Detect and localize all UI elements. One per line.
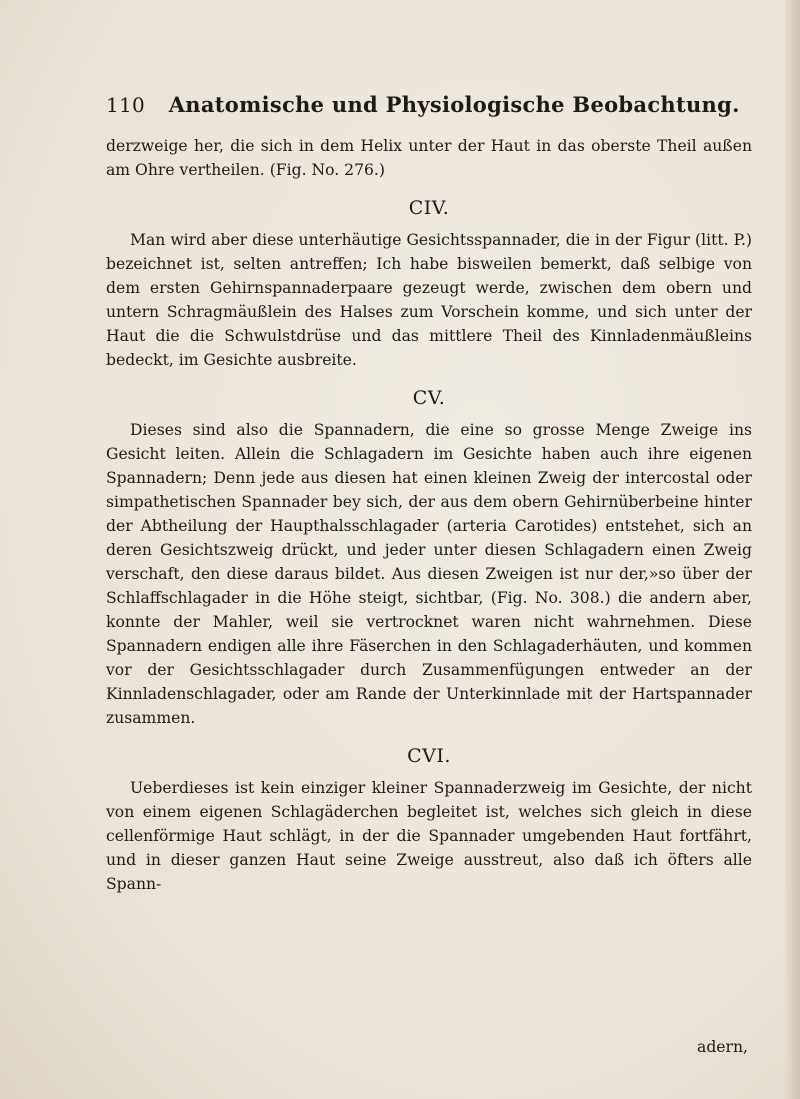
section-paragraph: Ueberdieses ist kein einziger kleiner Spannaderzweig im Gesichte, der nicht von einem eigenen Schlagäderchen begleitet ist, welches sich gleich in diese cellenförmige Haut schlägt, in der die Spannader umgebenden Haut fortfährt, und in dieser ganzen Haut seine Zweige ausstreut, also daß ich öfters alle Spann-	[106, 779, 752, 893]
running-title: Anatomische und Physiologische Beobachtung.	[168, 92, 740, 117]
section-paragraph: Man wird aber diese unterhäutige Gesichtsspannader, die in der Figur (litt. P.) bezeichnet ist, selten antreffen; Ich habe bisweilen bemerkt, daß selbige von dem ersten Gehirnspannaderpaare gezeugt werde, zwischen dem obern und untern Schragmäußlein des Halses zum Vorschein komme, und sich unter der Haut die die Schwulstdrüse und das mittlere Theil des Kinnladenmäußleins bedeckt, im Gesichte ausbreite.	[106, 231, 752, 369]
intro-paragraph: derzweige her, die sich in dem Helix unter der Haut in das oberste Theil außen am Ohre vertheilen. (Fig. No. 276.)	[106, 137, 752, 179]
running-header	[106, 92, 746, 117]
section-numeral: CV.	[412, 387, 446, 409]
body-text	[106, 134, 752, 896]
page-number: 110	[106, 93, 146, 117]
catchword: adern,	[697, 1038, 748, 1056]
section-numeral: CVI.	[407, 745, 451, 767]
page-edge	[785, 0, 800, 1099]
section-numeral: CIV.	[408, 197, 450, 219]
section-paragraph: Dieses sind also die Spannadern, die eine so grosse Menge Zweige ins Gesicht leiten. Allein die Schlagadern im Gesichte haben auch ihre eigenen Spannadern; Denn jede aus diesen hat einen kleinen Zweig der intercostal oder simpathetischen Spannader bey sich, der aus dem obern Gehirnüberbeine hinter der Abtheilung der Haupthalsschlagader (arteria Carotides) entstehet, sich an deren Gesichtszweig drückt, und jeder unter diesen Schlagadern einen Zweig verschaft, den diese daraus bildet. Aus diesen Zweigen ist nur der,»so über der Schlaffschlagader in die Höhe steigt, sichtbar, (Fig. No. 308.) die andern aber, konnte der Mahler, weil sie vertrocknet waren nicht wahrnehmen. Diese Spannadern endigen alle ihre Fäserchen in den Schlagaderhäuten, und kommen vor der Gesichtsschlagader durch Zusammenfügungen entweder an der Kinnladenschlagader, oder am Rande der Unterkinnlade mit der Hartspannader zusammen.	[106, 421, 752, 727]
